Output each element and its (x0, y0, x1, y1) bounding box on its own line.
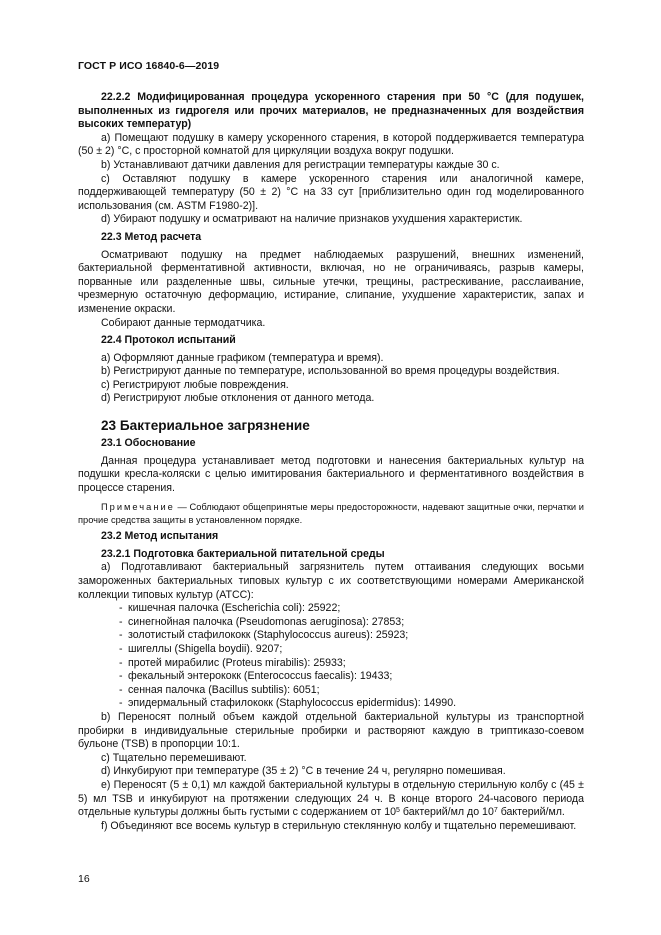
item-23-2-1-c: с) Тщательно перемешивают. (101, 751, 247, 764)
page-number: 16 (78, 873, 90, 885)
item-22-4-c: с) Регистрируют любые повреждения. (101, 378, 289, 391)
culture-list (78, 602, 584, 711)
section-23-heading: 23 Бактериальное загрязнение (101, 418, 310, 434)
item-e-text-3: бактерий/мл. (497, 806, 565, 819)
item-22-4-d: d) Регистрируют любые отклонения от данного метода. (101, 392, 375, 405)
note-paragraph (78, 501, 584, 526)
item-22-4-b: b) Регистрируют данные по температуре, использованной во время процедуры воздействия. (101, 365, 560, 378)
item-23-2-1-a: а) Подготавливают бактериальный загрязнитель путем оттаивания следующих восьми замороженных бактериальных типовых культур с их соответствующими номерами Американской коллекции типовых культур (АТСС): (78, 561, 584, 601)
standard-header: ГОСТ Р ИСО 16840-6—2019 (78, 60, 220, 72)
section-23-2-1-heading: 23.2.1 Подготовка бактериальной питательной среды (101, 547, 385, 560)
item-e-text-2: бактерий/мл до 10 (399, 806, 494, 819)
note-label: Примечание (101, 502, 175, 513)
list-item: - синегнойная палочка (Pseudomonas aeruginosa): 27853; (119, 616, 584, 630)
list-item: - кишечная палочка (Escherichia coli): 25922; (119, 602, 584, 616)
section-22-4-heading: 22.4 Протокол испытаний (101, 334, 236, 347)
list-item: - фекальный энтерококк (Enterococcus faecalis): 19433; (119, 670, 584, 684)
section-23-1-heading: 23.1 Обоснование (101, 437, 196, 450)
section-23-2-heading: 23.2 Метод испытания (101, 530, 219, 543)
list-item: - сенная палочка (Bacillus subtilis): 6051; (119, 684, 584, 698)
note-text: — Соблюдают общепринятые меры предосторожности, надевают защитные очки, перчатки и прочие средства защиты в установленном порядке. (78, 502, 584, 525)
page-content (78, 91, 584, 833)
list-item: - протей мирабилис (Proteus mirabilis): 25933; (119, 657, 584, 671)
item-23-2-1-f: f) Объединяют все восемь культур в стерильную стеклянную колбу и тщательно перемешивают. (101, 819, 577, 832)
list-item: - шигеллы (Shigella boydii). 9207; (119, 643, 584, 657)
section-22-3-paragraph: Осматривают подушку на предмет наблюдаемых разрушений, внешних изменений, бактериальной ферментативной активности, включая, но не ограничиваясь, разрыв камеры, порванные или разделенные швы, сильные утечки, трещины, растрескивание, расслаивание, чрезмерную остаточную деформацию, истирание, слипание, ухудшение характеристик, запах и изменение окраски. (78, 248, 584, 315)
section-22-3-paragraph-2: Собирают данные термодатчика. (101, 316, 266, 329)
item-e-exponent-2: 7 (493, 807, 498, 815)
item-23-2-1-b: b) Переносят полный объем каждой отдельной бактериальной культуры из транспортной пробирки в индивидуальные стерильные пробирки и растворяют каждую в триптиказо-соевом бульоне (TSB) в пропорции 10:1. (78, 710, 584, 751)
item-22-4-a: а) Оформляют данные графиком (температура и время). (101, 351, 384, 364)
list-item: - эпидермальный стафилококк (Staphylococcus epidermidus): 14990. (119, 697, 584, 711)
item-22-2-2-b: b) Устанавливают датчики давления для регистрации температуры каждые 30 с. (101, 158, 500, 171)
item-e-text-1: е) Переносят (5 ± 0,1) мл каждой бактериальной культуры в отдельную стерильную колбу с (45 ± 5) мл TSB и инкубируют на протяжении следующих 24 ч. В конце второго 24-часового периода отдельные культуры должны быть густыми с содержанием от 10 (78, 778, 584, 819)
list-item: - золотистый стафилококк (Staphylococcus aureus): 25923; (119, 629, 584, 643)
item-22-2-2-c: с) Оставляют подушку в камере ускоренного старения или аналогичной камере, поддерживающей температуру (50 ± 2) °С на 33 сут [приблизительно один год моделированного использования (см. ASTM F1980-2)]. (78, 172, 584, 212)
section-22-2-2-heading: 22.2.2 Модифицированная процедура ускоренного старения при 50 °С (для подушек, выполненных из гидрогеля или прочих материалов, не предназначенных для воздействия высоких температур) (78, 91, 584, 131)
item-e-exponent-1: 5 (396, 807, 400, 815)
item-23-2-1-d: d) Инкубируют при температуре (35 ± 2) °С в течение 24 ч, регулярно помешивая. (101, 765, 506, 778)
item-22-2-2-a: а) Помещают подушку в камеру ускоренного старения, в которой поддерживается температура (50 ± 2) °С, с просторной комнатой для циркуляции воздуха вокруг подушки. (78, 131, 584, 158)
section-22-3-heading: 22.3 Метод расчета (101, 230, 202, 243)
item-22-2-2-d: d) Убирают подушку и осматривают на наличие признаков ухудшения характеристик. (101, 213, 523, 226)
item-23-2-1-e (78, 779, 584, 820)
section-23-1-paragraph: Данная процедура устанавливает метод подготовки и нанесения бактериальных культур на подушки кресла-коляски с целью имитирования бактериального и ферментативного воздействия в процессе старения. (78, 454, 584, 494)
